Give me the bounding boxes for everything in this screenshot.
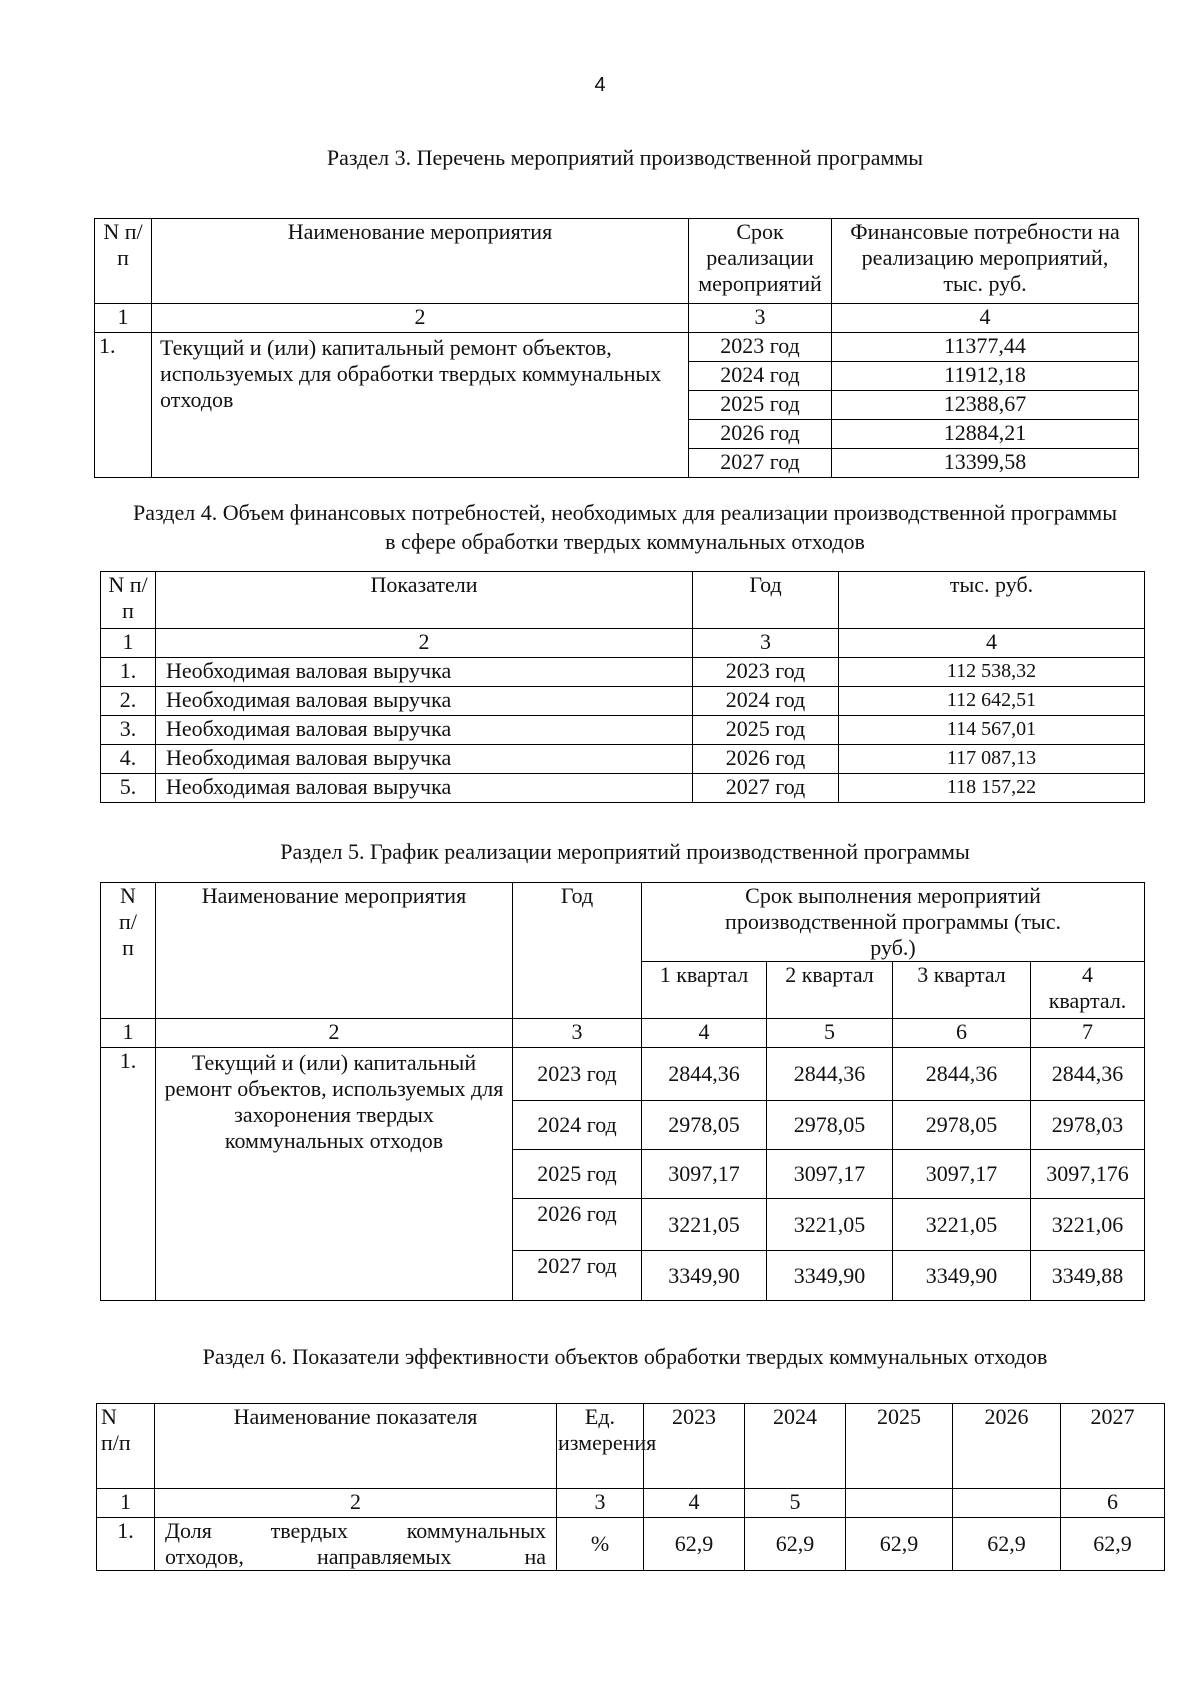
s5-q3: 3097,17 — [893, 1150, 1031, 1199]
s5-colnum-2: 2 — [156, 1019, 513, 1048]
s5-header-name: Наименование мероприятия — [156, 883, 513, 1019]
section4-table — [100, 571, 1145, 803]
s4-row-value: 118 157,22 — [839, 774, 1145, 803]
section6-title: Раздел 6. Показатели эффективности объектов обработки твердых коммунальных отходов — [202, 1344, 1048, 1369]
section5-table — [100, 882, 1145, 1301]
s5-header-year: Год — [513, 883, 642, 1019]
s3-year: 2027 год — [689, 449, 832, 478]
s5-q1: 2978,05 — [642, 1101, 767, 1150]
s5-q3: 2978,05 — [893, 1101, 1031, 1150]
s6-row-name-line1: Доля твердых коммунальных — [165, 1518, 546, 1543]
s4-colnum-2: 2 — [156, 629, 693, 658]
s3-colnum-2: 2 — [152, 304, 689, 333]
s5-q1: 3097,17 — [642, 1150, 767, 1199]
s6-colnum-empty — [953, 1489, 1061, 1518]
s6-header-unit: Ед. измерения — [557, 1404, 644, 1489]
s4-row-num: 5. — [101, 774, 156, 803]
s3-header-finance: Финансовые потребности на реализацию мероприятий, тыс. руб. — [832, 219, 1139, 304]
s4-row-name: Необходимая валовая выручка — [156, 658, 693, 687]
s3-colnum-4: 4 — [832, 304, 1139, 333]
s3-year: 2023 год — [689, 333, 832, 362]
s5-header-q4: 4 квартал. — [1031, 962, 1145, 1019]
s5-q1: 2844,36 — [642, 1048, 767, 1101]
s5-q4: 3349,88 — [1031, 1251, 1145, 1301]
s6-header-name: Наименование показателя — [155, 1404, 557, 1489]
s5-year: 2024 год — [513, 1101, 642, 1150]
s5-year: 2025 год — [513, 1150, 642, 1199]
s3-year: 2024 год — [689, 362, 832, 391]
s3-header-term: Срок реализации мероприятий — [689, 219, 832, 304]
s6-value-2023: 62,9 — [644, 1518, 745, 1571]
s4-row-num: 1. — [101, 658, 156, 687]
s3-row-name: Текущий и (или) капитальный ремонт объектов, используемых для обработки твердых коммунальных отходов — [152, 333, 689, 478]
s4-header-indicator: Показатели — [156, 572, 693, 629]
s3-value: 11377,44 — [832, 333, 1139, 362]
s4-row-year: 2027 год — [693, 774, 839, 803]
s3-header-num: N п/п — [95, 219, 152, 304]
s5-row-name: Текущий и (или) капитальный ремонт объектов, используемых для захоронения твердых коммунальных отходов — [156, 1048, 513, 1301]
s3-colnum-3: 3 — [689, 304, 832, 333]
s6-header-2026: 2026 — [953, 1404, 1061, 1489]
page-number: 4 — [594, 74, 606, 96]
s3-value: 12388,67 — [832, 391, 1139, 420]
s4-row-year: 2023 год — [693, 658, 839, 687]
s3-header-name: Наименование мероприятия — [152, 219, 689, 304]
s6-header-2023: 2023 — [644, 1404, 745, 1489]
s6-colnum-empty — [846, 1489, 953, 1518]
s6-row-name-line2: отходов, направляемых на — [165, 1544, 546, 1569]
s5-header-q2: 2 квартал — [767, 962, 893, 1019]
table-row — [101, 687, 1145, 716]
s4-row-value: 117 087,13 — [839, 745, 1145, 774]
s6-colnum-2: 2 — [155, 1489, 557, 1518]
s6-colnum-1: 1 — [97, 1489, 155, 1518]
s5-colnum-5: 5 — [767, 1019, 893, 1048]
table-row — [101, 774, 1145, 803]
s5-year: 2027 год — [513, 1251, 642, 1301]
s4-colnum-1: 1 — [101, 629, 156, 658]
s4-row-value: 112 538,32 — [839, 658, 1145, 687]
s5-q2: 3221,05 — [767, 1199, 893, 1251]
s4-row-value: 114 567,01 — [839, 716, 1145, 745]
s6-colnum-5: 5 — [745, 1489, 846, 1518]
s5-q2: 3349,90 — [767, 1251, 893, 1301]
s5-row-num: 1. — [101, 1048, 156, 1301]
s5-q4: 2844,36 — [1031, 1048, 1145, 1101]
table-row — [101, 716, 1145, 745]
s4-colnum-3: 3 — [693, 629, 839, 658]
s6-value-2025: 62,9 — [846, 1518, 953, 1571]
s5-q4: 2978,03 — [1031, 1101, 1145, 1150]
s5-q2: 3097,17 — [767, 1150, 893, 1199]
section3-table — [94, 218, 1139, 478]
s5-q3: 2844,36 — [893, 1048, 1031, 1101]
s6-header-2025: 2025 — [846, 1404, 953, 1489]
s4-row-year: 2026 год — [693, 745, 839, 774]
s4-row-year: 2025 год — [693, 716, 839, 745]
s4-row-name: Необходимая валовая выручка — [156, 745, 693, 774]
s4-header-thousand-rub: тыс. руб. — [839, 572, 1145, 629]
table-row — [101, 658, 1145, 687]
s4-row-name: Необходимая валовая выручка — [156, 774, 693, 803]
s6-header-2027: 2027 — [1061, 1404, 1165, 1489]
s4-row-num: 2. — [101, 687, 156, 716]
s4-row-value: 112 642,51 — [839, 687, 1145, 716]
s6-colnum-4: 4 — [644, 1489, 745, 1518]
s5-q4: 3221,06 — [1031, 1199, 1145, 1251]
s4-row-num: 4. — [101, 745, 156, 774]
s4-row-name: Необходимая валовая выручка — [156, 687, 693, 716]
s4-header-year: Год — [693, 572, 839, 629]
s3-year: 2026 год — [689, 420, 832, 449]
s5-q4: 3097,176 — [1031, 1150, 1145, 1199]
s3-value: 13399,58 — [832, 449, 1139, 478]
s3-colnum-1: 1 — [95, 304, 152, 333]
s3-row-num: 1. — [95, 333, 152, 478]
s5-q1: 3349,90 — [642, 1251, 767, 1301]
s3-value: 11912,18 — [832, 362, 1139, 391]
s5-q3: 3349,90 — [893, 1251, 1031, 1301]
s6-row-num: 1. — [97, 1518, 155, 1571]
s6-colnum-3: 3 — [557, 1489, 644, 1518]
s5-colnum-7: 7 — [1031, 1019, 1145, 1048]
table-row — [101, 745, 1145, 774]
s5-colnum-4: 4 — [642, 1019, 767, 1048]
s5-q3: 3221,05 — [893, 1199, 1031, 1251]
s4-row-num: 3. — [101, 716, 156, 745]
s6-value-2026: 62,9 — [953, 1518, 1061, 1571]
s6-header-num: N п/п — [97, 1404, 155, 1489]
s4-row-year: 2024 год — [693, 687, 839, 716]
s5-colnum-3: 3 — [513, 1019, 642, 1048]
s5-colnum-6: 6 — [893, 1019, 1031, 1048]
s6-colnum-6: 6 — [1061, 1489, 1165, 1518]
section5-title: Раздел 5. График реализации мероприятий производственной программы — [280, 839, 970, 864]
s5-header-q1: 1 квартал — [642, 962, 767, 1019]
s5-q2: 2978,05 — [767, 1101, 893, 1150]
section3-title: Раздел 3. Перечень мероприятий производственной программы — [326, 145, 924, 170]
s3-year: 2025 год — [689, 391, 832, 420]
s6-row-name — [155, 1518, 557, 1571]
s6-value-2027: 62,9 — [1061, 1518, 1165, 1571]
s5-header-num: N п/ п — [101, 883, 156, 1019]
s5-year: 2023 год — [513, 1048, 642, 1101]
s6-row-unit: % — [557, 1518, 644, 1571]
s5-header-q3: 3 квартал — [893, 962, 1031, 1019]
section4-title: Раздел 4. Объем финансовых потребностей, необходимых для реализации производственной программы в сфере обработки твердых коммунальных отходов — [132, 500, 1117, 554]
s6-value-2024: 62,9 — [745, 1518, 846, 1571]
s6-header-2024: 2024 — [745, 1404, 846, 1489]
s5-q2: 2844,36 — [767, 1048, 893, 1101]
s5-colnum-1: 1 — [101, 1019, 156, 1048]
s4-row-name: Необходимая валовая выручка — [156, 716, 693, 745]
s5-header-group: Срок выполнения мероприятий производственной программы (тыс. руб.) — [642, 883, 1145, 962]
section6-table — [96, 1403, 1165, 1571]
s4-colnum-4: 4 — [839, 629, 1145, 658]
s3-value: 12884,21 — [832, 420, 1139, 449]
s5-year: 2026 год — [513, 1199, 642, 1251]
s5-q1: 3221,05 — [642, 1199, 767, 1251]
s4-header-num: N п/п — [101, 572, 156, 629]
